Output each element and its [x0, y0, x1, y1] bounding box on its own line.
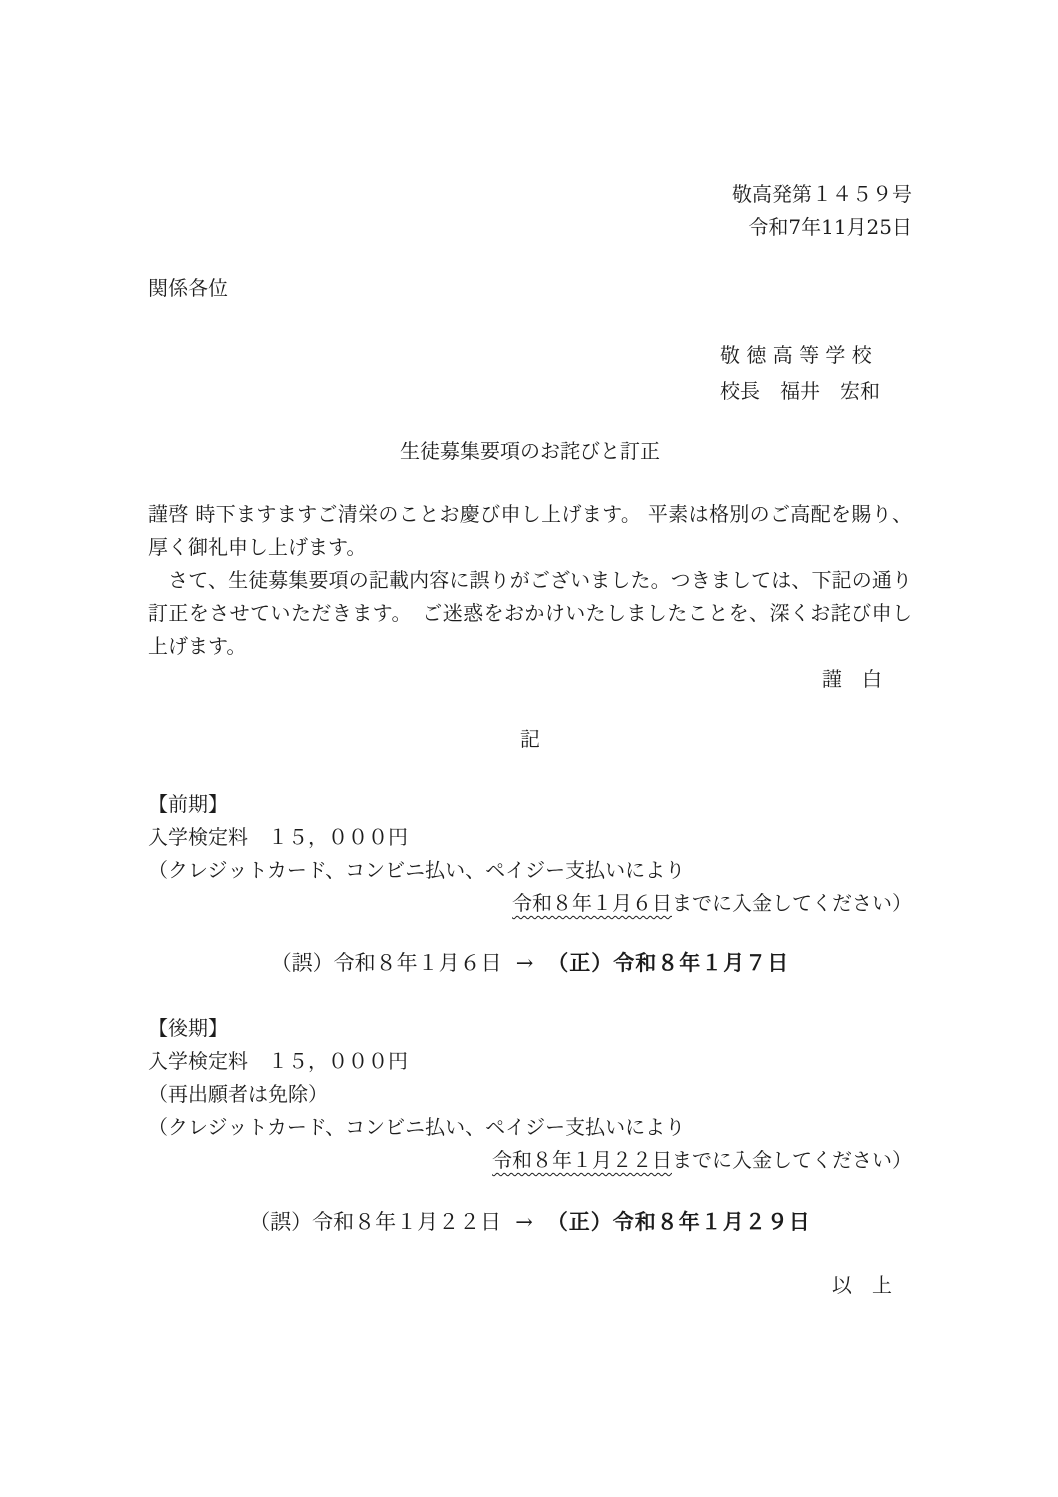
second-term-correction-correct: （正）令和８年１月２９日	[546, 1210, 811, 1234]
section-second-term	[148, 1012, 912, 1239]
second-term-fee: 入学検定料 １５，０００円	[148, 1049, 408, 1073]
letter-title: 生徒募集要項のお詫びと訂正	[400, 439, 660, 463]
first-term-deadline-suffix: までに入金してください）	[672, 891, 912, 915]
end-marker: 以 上	[832, 1273, 892, 1297]
record-marker: 記	[520, 727, 540, 751]
sender-school: 敬 徳 高 等 学 校	[720, 343, 872, 367]
first-term-payment-note: （クレジットカード、コンビニ払い、ペイジー支払いにより	[148, 858, 686, 882]
section-second-term-heading: 【後期】	[148, 1016, 228, 1040]
main-paragraph: さて、生徒募集要項の記載内容に誤りがございました。つきましては、下記の通り訂正をさせていただきます。 ご迷惑をおかけいたしましたことを、深くお詫び申し上げます。	[148, 568, 912, 658]
sender-block	[720, 337, 912, 409]
second-term-deadline	[148, 1144, 912, 1177]
doc-number: 敬高発第１４５９号	[732, 182, 912, 206]
second-term-payment-note: （クレジットカード、コンビニ払い、ペイジー支払いにより	[148, 1115, 686, 1139]
doc-header	[148, 178, 912, 244]
second-term-correction-wrong: （誤）令和８年１月２２日	[249, 1210, 502, 1234]
first-term-correction-wrong: （誤）令和８年１月６日	[270, 951, 502, 975]
doc-date: 令和7年11月25日	[748, 215, 912, 239]
greeting-paragraph: 謹啓 時下ますますご清栄のことお慶び申し上げます。 平素は格別のご高配を賜り、厚く御礼申し上げます。	[148, 502, 912, 559]
first-term-correction	[148, 947, 912, 980]
right-arrow-glyph: →	[515, 951, 534, 975]
second-term-deadline-suffix: までに入金してください）	[672, 1148, 912, 1172]
first-term-fee: 入学検定料 １５，０００円	[148, 825, 408, 849]
addressee: 関係各位	[148, 276, 228, 300]
first-term-correction-correct: （正）令和８年１月７日	[547, 951, 790, 975]
right-arrow-glyph: →	[515, 1210, 533, 1234]
first-term-deadline-date: 令和８年１月６日	[512, 891, 672, 915]
second-term-exemption-note: （再出願者は免除）	[148, 1082, 328, 1106]
section-first-term-heading: 【前期】	[148, 792, 228, 816]
closing-word: 謹 白	[822, 667, 882, 691]
second-term-correction	[148, 1206, 912, 1239]
sender-principal: 校長 福井 宏和	[720, 379, 880, 403]
second-term-deadline-date: 令和８年１月２２日	[492, 1148, 672, 1172]
first-term-deadline	[148, 887, 912, 920]
section-first-term	[148, 788, 912, 980]
